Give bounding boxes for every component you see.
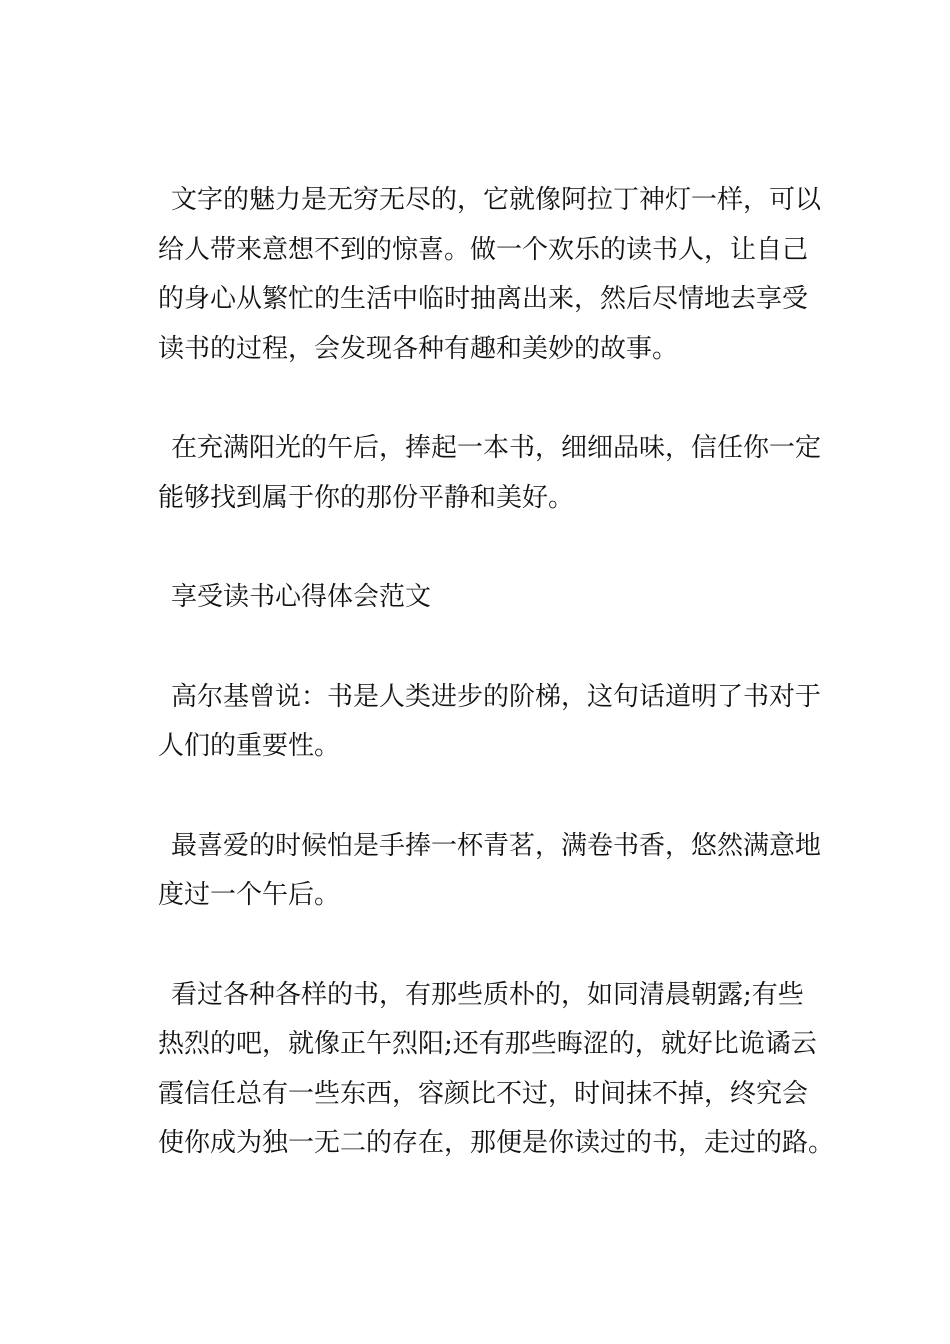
paragraph-spacer <box>145 623 810 673</box>
text-line: 使你成为独一无二的存在，那便是你读过的书，走过的路。 <box>158 1128 835 1158</box>
paragraph-5 <box>145 971 835 1169</box>
paragraph-2 <box>145 424 822 523</box>
text-line: 看过各种各样的书，有那些质朴的，如同清晨朝露;有些 <box>171 979 804 1010</box>
text-line: 在充满阳光的午后，捧起一本书，细细品味，信任你一定 <box>171 433 822 463</box>
section-heading <box>145 573 810 623</box>
text-line: 最喜爱的时候怕是手捧一杯青茗，满卷书香，悠然满意地 <box>171 830 822 861</box>
heading-line: 享受读书心得体会范文 <box>171 582 432 612</box>
document-body <box>145 176 835 1169</box>
text-line: 人们的重要性。 <box>158 731 341 761</box>
paragraph-spacer <box>145 523 810 573</box>
text-line: 能够找到属于你的那份平静和美好。 <box>158 482 575 513</box>
text-line: 读书的过程，会发现各种有趣和美妙的故事。 <box>158 333 679 364</box>
text-line: 度过一个午后。 <box>158 880 341 910</box>
text-line: 霞信任总有一些东西，容颜比不过，时间抹不掉，终究会 <box>158 1078 809 1109</box>
paragraph-3 <box>145 673 822 772</box>
text-line: 高尔基曾说：书是人类进步的阶梯，这句话道明了书对于 <box>171 681 822 712</box>
paragraph-spacer <box>145 374 810 424</box>
text-line: 的身心从繁忙的生活中临时抽离出来，然后尽情地去享受 <box>158 284 809 314</box>
paragraph-4 <box>145 822 822 921</box>
paragraph-spacer <box>145 772 810 822</box>
text-line: 热烈的吧，就像正午烈阳;还有那些晦涩的，就好比诡谲云 <box>158 1029 817 1059</box>
text-line: 给人带来意想不到的惊喜。做一个欢乐的读书人，让自己 <box>158 234 809 265</box>
paragraph-spacer <box>145 921 810 971</box>
text-line: 文字的魅力是无穷无尽的，它就像阿拉丁神灯一样，可以 <box>171 185 822 215</box>
paragraph-1 <box>145 176 822 374</box>
